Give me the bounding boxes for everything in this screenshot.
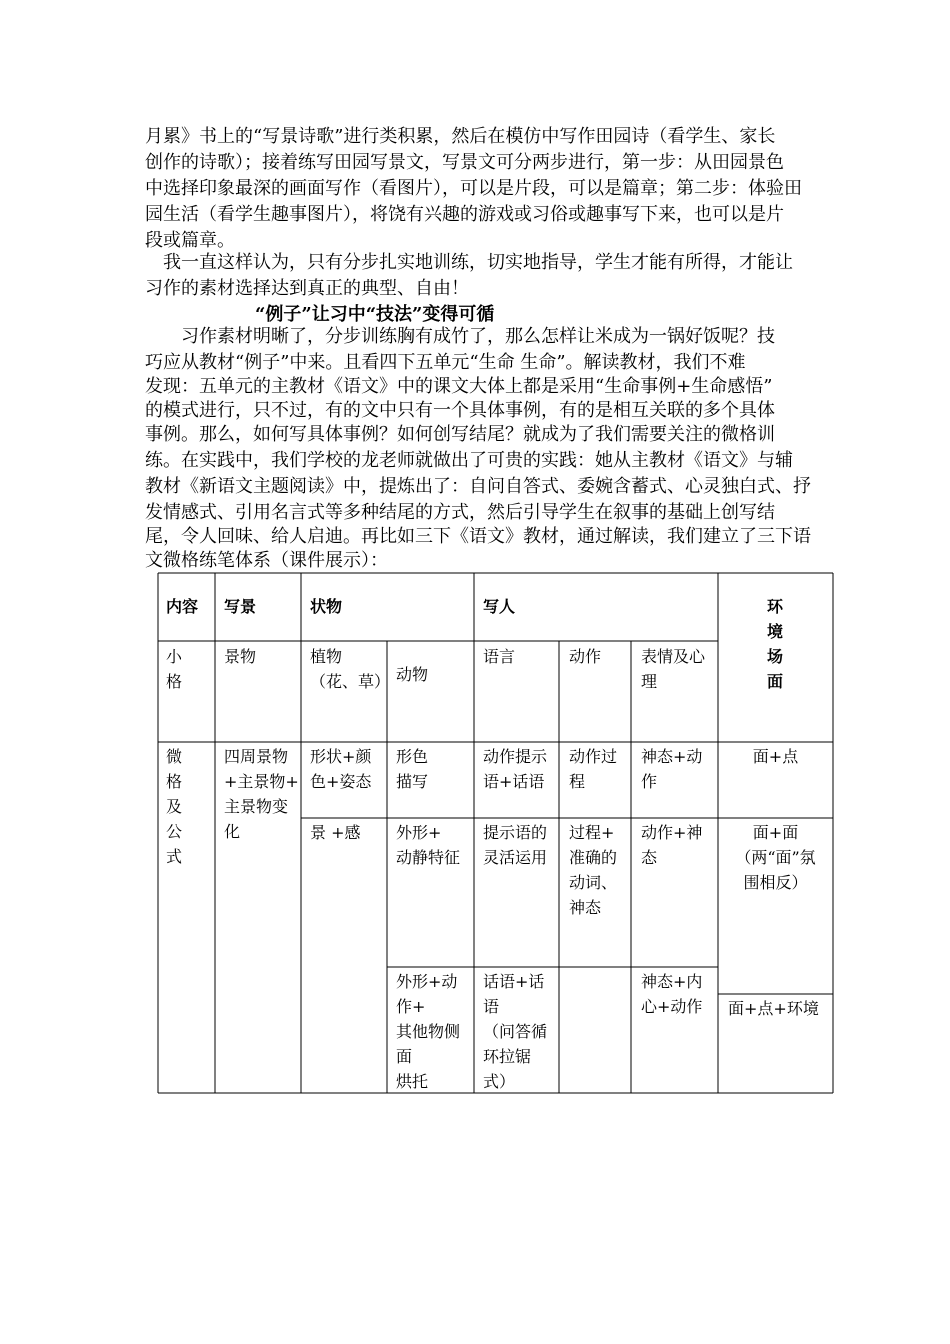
table-cell-environment-formula: 面+点: [752, 747, 799, 766]
paragraph-line: 教材《新语文主题阅读》中，提炼出了：自问自答式、委婉含蓄式、心灵独白式、抒: [145, 476, 811, 497]
table-cell-animal-formula: 外形+ 动静特征: [396, 823, 461, 867]
table-cell-plant-formula: 形状+颜 色+姿态: [310, 747, 372, 791]
paragraph-line: 巧应从教材“例子”中来。且看四下五单元“生命 生命”。解读教材，我们不难: [145, 352, 746, 373]
paragraph-line: 中选择印象最深的画面写作（看图片），可以是片段，可以是篇章；第二步：体验田: [145, 178, 802, 199]
table-cell-animal-formula: 外形+动 作+ 其他物侧 面 烘托: [396, 972, 461, 1091]
paragraph-line: 我一直这样认为，只有分步扎实地训练，切实地指导，学生才能有所得，才能让: [163, 252, 793, 273]
table-cell-expression-formula: 动作+神 态: [641, 823, 703, 867]
paragraph-line: 练。在实践中，我们学校的龙老师就做出了可贵的实践：她从主教材《语文》与辅: [145, 450, 793, 471]
section-heading: “例子”让习中“技法”变得可循: [255, 304, 495, 325]
table-cell-expression: 表情及心 理: [641, 647, 706, 691]
table-cell-environment-formula: 面+点+环境: [728, 999, 819, 1018]
paragraph-line: 段或篇章。: [145, 230, 235, 251]
paragraph-line: 事例。那么，如何写具体事例？如何创写结尾？就成为了我们需要关注的微格训: [145, 424, 775, 445]
table-cell-action-formula: 动作过 程: [569, 747, 618, 791]
paragraph-line: 习作素材明晰了，分步训练胸有成竹了，那么怎样让米成为一锅好饭呢？技: [181, 326, 775, 347]
table-header-scenery: 写景: [224, 597, 257, 616]
paragraph-line: 文微格练笔体系（课件展示）：: [145, 550, 388, 571]
table-cell-scenery: 景物: [224, 647, 257, 666]
table-cell-plant-formula: 景 +感: [310, 823, 361, 842]
paragraph-line: 发情感式、引用名言式等多种结尾的方式，然后引导学生在叙事的基础上创写结: [145, 502, 775, 523]
paragraph-line: 月累》书上的“写景诗歌”进行类积累，然后在模仿中写作田园诗（看学生、家长: [145, 126, 776, 147]
table-cell-animal-formula: 形色 描写: [396, 747, 429, 791]
paragraph-line: 发现：五单元的主教材《语文》中的课文大体上都是采用“生命事例+生命感悟”: [145, 376, 773, 397]
table-header-environment: 环 境 场 面: [767, 597, 784, 691]
table-cell-language-formula: 提示语的 灵活运用: [483, 823, 548, 867]
paragraph-line: 的模式进行，只不过，有的文中只有一个具体事例，有的是相互关联的多个具体: [145, 400, 775, 421]
table-cell-expression-formula: 神态+动 作: [641, 747, 703, 791]
table-cell-language-formula: 话语+话 语 （问答循 环拉锯 式）: [483, 972, 548, 1091]
table-cell-scenery-formula: 四周景物 +主景物+ 主景物变 化: [224, 747, 299, 841]
paragraph-line: 园生活（看学生趣事图片），将饶有兴趣的游戏或习俗或趣事写下来，也可以是片: [145, 204, 784, 225]
paragraph-line: 尾，令人回味、给人启迪。再比如三下《语文》教材，通过解读，我们建立了三下语: [145, 526, 811, 547]
table-cell-expression-formula: 神态+内 心+动作: [641, 972, 703, 1016]
table-row-label-small-grid: 小 格: [166, 647, 183, 691]
table-cell-language: 语言: [483, 647, 516, 666]
table-header-content: 内容: [166, 597, 199, 616]
table-cell-action-formula: 过程+ 准确的 动词、 神态: [569, 823, 618, 917]
table-cell-language-formula: 动作提示 语+话语: [483, 747, 548, 791]
table-cell-environment-formula: 面+面 （两“面”氛 围相反）: [735, 823, 816, 892]
table-cell-action: 动作: [569, 647, 602, 666]
paragraph-line: 创作的诗歌）；接着练写田园写景文，写景文可分两步进行，第一步：从田园景色: [145, 152, 784, 173]
table-header-state: 状物: [310, 597, 343, 616]
table-header-person: 写人: [483, 597, 516, 616]
paragraph-line: 习作的素材选择达到真正的典型、自由！: [145, 278, 469, 299]
table-cell-animal: 动物: [396, 665, 429, 684]
table-cell-plant: 植物 （花、草）: [310, 647, 391, 691]
table-row-label-formula: 微 格 及 公 式: [166, 747, 183, 866]
